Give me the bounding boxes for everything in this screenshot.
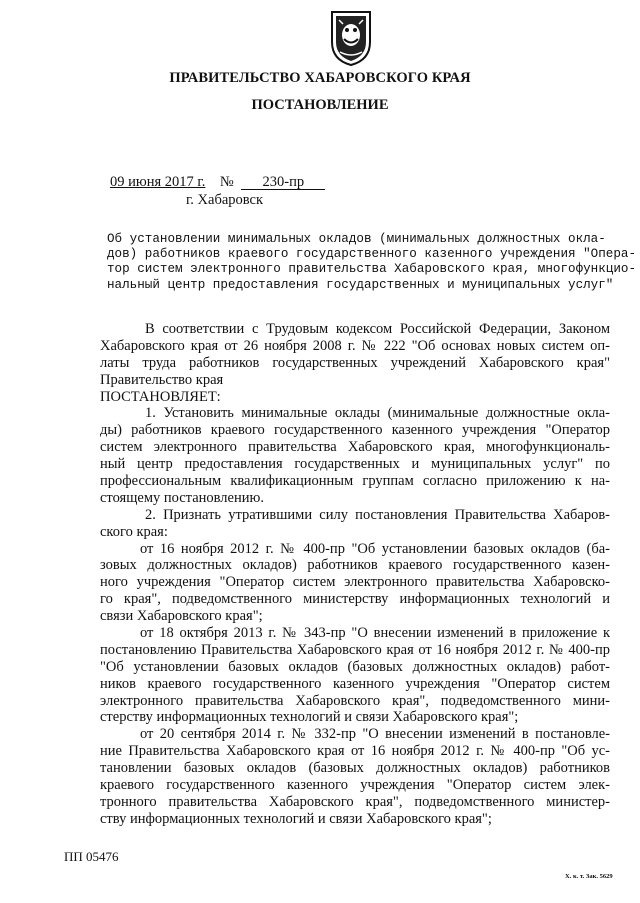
number-sign: № [219, 174, 234, 190]
sub3-line: тановлении базовых окладов (базовых должностных окладов) работников [100, 760, 610, 777]
subject-line: дов) работников краевого государственного казенного учреждения "Опера- [107, 247, 637, 262]
preamble-line: Хабаровского края от 26 ноября 2008 г. № 222 "Об основах новых систем оп- [100, 337, 610, 354]
document-body [100, 321, 610, 828]
sub1-line: ного учреждения "Оператор систем электронного правительства Хабаровско- [100, 574, 610, 591]
sub2-line: электронного правительства Хабаровского края", подведомственного мини- [100, 692, 610, 709]
item1-line: ды) работников краевого государственного казенного учреждения "Оператор [100, 422, 610, 439]
sub1-line: зовых должностных окладов) работников краевого государственного казен- [100, 557, 610, 574]
document-city: г. Хабаровск [186, 192, 264, 208]
sub2-line: ников краевого государственного казенного учреждения "Оператор систем [100, 675, 610, 692]
date-number-line [110, 174, 325, 191]
sub2-line: постановлению Правительства Хабаровского края от 16 ноября 2012 г. № 400-пр [100, 641, 610, 658]
item2-line: ского края: [100, 523, 168, 540]
preamble-line: В соответствии с Трудовым кодексом Российской Федерации, Законом [145, 321, 610, 337]
resolves-heading: ПОСТАНОВЛЯЕТ: [100, 388, 221, 405]
item1-line: ный центр предоставления государственных и муниципальных услуг" по [100, 456, 610, 473]
document-number: 230-пр [241, 175, 325, 190]
coat-of-arms-icon [329, 8, 373, 66]
document-type: ПОСТАНОВЛЕНИЕ [251, 97, 389, 113]
item1-line: профессиональным квалификационным группам согласно приложению к на- [100, 473, 610, 490]
sub3-line: ству информационных технологий и связи Хабаровского края"; [100, 810, 492, 827]
sub3-line: краевого государственного казенного учреждения "Оператор систем элек- [100, 777, 610, 794]
sub1-line: го края", подведомственного министерству информационных технологий и [100, 591, 610, 608]
item2-line: 2. Признать утратившими силу постановления Правительства Хабаров- [145, 506, 610, 523]
preamble-line: латы труда работников государственных учреждений Хабаровского края" [100, 354, 610, 371]
item1-line: систем электронного правительства Хабаровского края, многофункциональ- [100, 439, 610, 456]
item1-line: 1. Установить минимальные оклады (минимальные должностные окла- [145, 405, 610, 422]
document-date: 09 июня 2017 г. [110, 174, 206, 190]
sub3-line: тронного правительства Хабаровского края", подведомственного министер- [100, 793, 610, 810]
document-code: ПП 05476 [64, 849, 119, 864]
government-title: ПРАВИТЕЛЬСТВО ХАБАРОВСКОГО КРАЯ [169, 70, 471, 86]
print-mark: Х. к. т. Зак. 5629 [565, 873, 613, 880]
preamble-line: Правительство края [100, 371, 224, 388]
sub2-line: от 18 октября 2013 г. № 343-пр "О внесении изменений в приложение к [140, 625, 610, 642]
sub2-line: стерству информационных технологий и связи Хабаровского края"; [100, 709, 519, 726]
sub1-line: от 16 ноября 2012 г. № 400-пр "Об установлении базовых окладов (ба- [140, 540, 610, 557]
subject-line: Об установлении минимальных окладов (минимальных должностных окла- [107, 232, 606, 246]
sub1-line: связи Хабаровского края"; [100, 608, 263, 625]
item1-line: стоящему постановлению. [100, 489, 264, 506]
sub3-line: ние Правительства Хабаровского края от 16 ноября 2012 г. № 400-пр "Об ус- [100, 743, 610, 760]
subject-line: нальный центр предоставления государственных и муниципальных услуг" [107, 277, 614, 292]
document-subject [107, 232, 637, 293]
subject-line: тор систем электронного правительства Хабаровского края, многофункцио- [107, 262, 637, 277]
sub2-line: "Об установлении базовых окладов (базовых должностных окладов) работ- [100, 658, 610, 675]
sub3-line: от 20 сентября 2014 г. № 332-пр "О внесении изменений в постановле- [140, 726, 610, 743]
